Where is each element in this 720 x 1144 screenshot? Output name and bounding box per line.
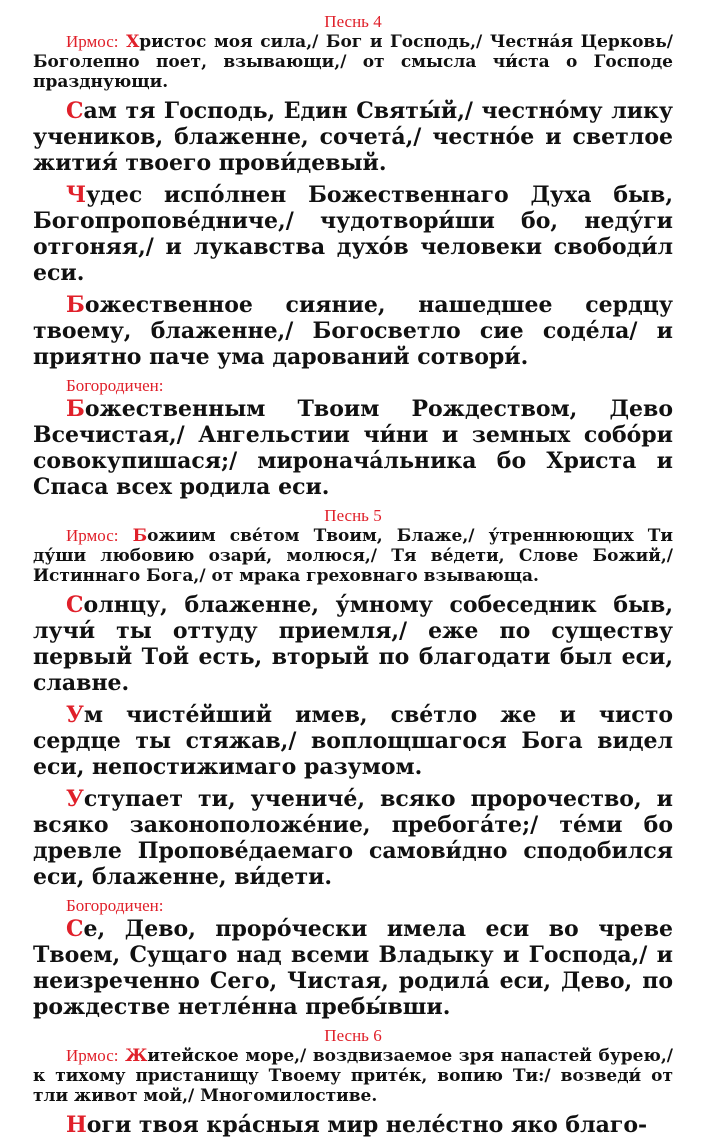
troparion [33,182,673,286]
troparion [33,786,673,890]
troparion-text: удес испо́лнен Божественнаго Духа быв, Богопропове́дниче,/ чудотвори́ши бо, неду́ги отгоняя,/ и лукавства духо́в человеки свободи́л еси. [33,182,673,286]
drop-initial: Х [126,32,140,52]
troparion-text: ам тя Господь, Един Святы́й,/ честно́му лику учеников, блаженне, сочета́,/ честно́е и светлое жития́ твоего прови́девый. [33,98,673,176]
irmos [33,526,673,586]
drop-initial: Б [66,396,85,422]
drop-initial: С [66,98,84,124]
irmos [33,1046,673,1106]
drop-initial: Ч [66,182,87,208]
theotokion-text: ожественным Твоим Рождеством, Дево Всечистая,/ Ангельстии чи́ни и земных собо́ри совокупишася;/ миронача́льника бо Христа и Спаса всех родила еси. [33,396,673,500]
drop-initial: С [66,916,84,942]
troparion [33,98,673,176]
irmos-text: итейское море,/ воздвизаемое зря напастей бурею,/ к тихому пристанищу Твоему прите́к, вопию Ти:/ возведи́ от тли живот мой,/ Многомилостиве. [33,1046,673,1106]
drop-initial: Б [132,526,148,546]
theotokion-label: Богородичен: [66,896,164,915]
drop-initial: Ж [125,1046,148,1066]
troparion-text: м чисте́йший имев, све́тло же и чисто сердце ты стяжав,/ воплощшагося Бога видел еси, непостижимаго разумом. [33,702,673,780]
irmos [33,32,673,92]
irmos-text: ристос моя сила,/ Бог и Господь,/ Честна́я Церковь/ Боголепно поет, взывающи,/ от смысла чи́ста о Господе празднующи. [33,32,673,92]
irmos-label: Ирмос: [66,32,119,51]
troparion-text: ожественное сияние, нашедшее сердцу твоему, блаженне,/ Богосветло сие соде́ла/ и приятно паче ума дарований сотвори́. [33,292,673,370]
drop-initial: Н [66,1112,87,1138]
troparion [33,1112,673,1138]
drop-initial: У [66,786,84,812]
theotokion [33,396,673,500]
drop-initial: У [66,702,84,728]
troparion-text: олнцу, блаженне, у́мному собеседник быв, лучи́ ты оттуду приемля,/ еже по существу первый Той есть, вторый по благодати был еси, славне. [33,592,673,696]
page [33,12,673,1144]
troparion [33,592,673,696]
drop-initial: С [66,592,84,618]
ode-title: Песнь 5 [324,506,382,525]
troparion [33,292,673,370]
theotokion-label: Богородичен: [66,376,164,395]
ode-title: Песнь 6 [324,1026,382,1045]
troparion-text: оги твоя кра́сныя мир неле́стно яко благо- [86,1112,648,1138]
irmos-text: ожиим све́том Твоим, Блаже,/ у́треннюющих Ти ду́ши любовию озари́, молюся,/ Тя ве́дети, Слове Божий,/ Истиннаго Бога,/ от мрака греховнаго взывающа. [33,526,674,586]
troparion [33,702,673,780]
troparion-text: ступает ти, учениче́, всяко пророчество, и всяко законоположе́ние, пребога́те;/ те́ми бо древле Пропове́даемаго самови́дно сподобился еси, блаженне, ви́дети. [33,786,673,890]
drop-initial: Б [66,292,85,318]
ode-title: Песнь 4 [324,12,382,31]
theotokion-text: е, Дево, проро́чески имела еси во чреве Твоем, Сущаго над всеми Владыку и Господа,/ и неизреченно Сего, Чистая, родила́ еси, Дево, по рождестве нетле́нна пребы́вши. [33,916,673,1020]
theotokion [33,916,673,1020]
irmos-label: Ирмос: [66,1046,119,1065]
irmos-label: Ирмос: [66,526,119,545]
